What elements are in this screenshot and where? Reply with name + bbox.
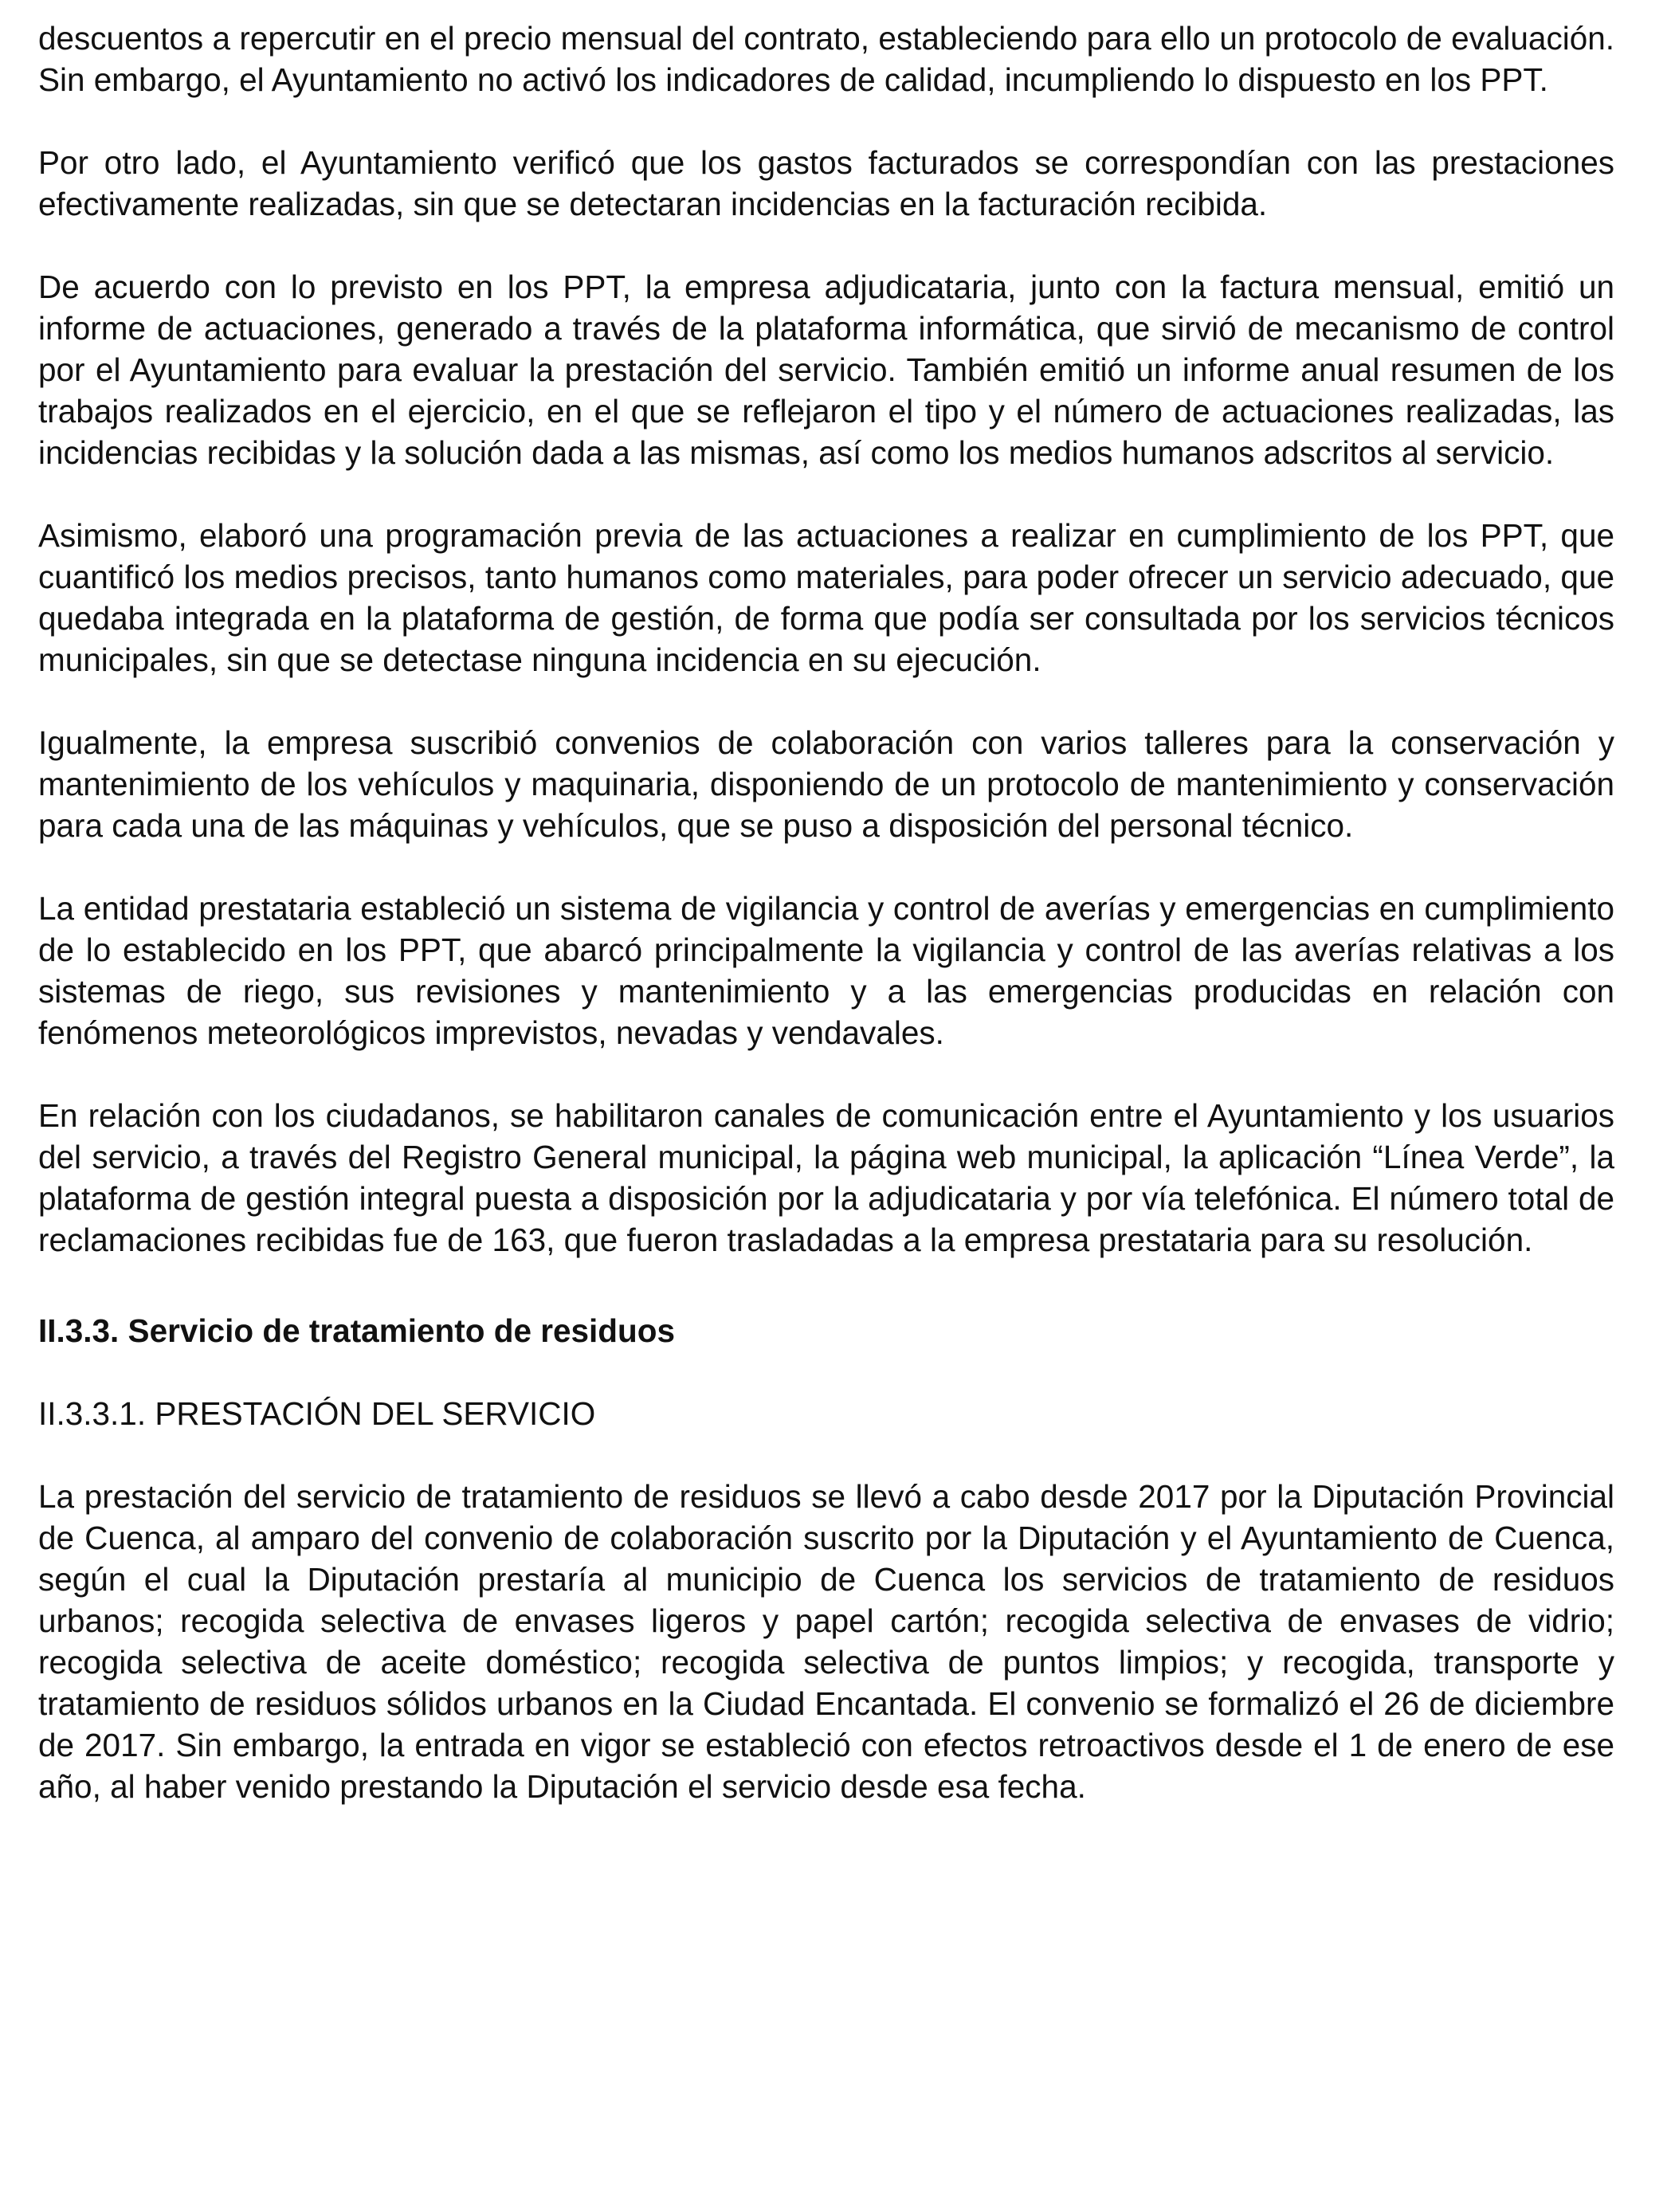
subsection-heading: II.3.3.1. PRESTACIÓN DEL SERVICIO [38, 1395, 596, 1432]
paragraph-programming: Asimismo, elaboró una programación previa de las actuaciones a realizar en cumplimiento de los PPT, que cuantificó los medios precisos, tanto humanos como materiales, para poder ofrecer un servicio adecuado, que quedaba integrada en la plataforma de gestión, de forma que podía ser consultada por los servicios técnicos municipales, sin que se detectase ninguna incidencia en su ejecución. [38, 517, 1614, 678]
paragraph-surveillance-system: La entidad prestataria estableció un sistema de vigilancia y control de averías y emergencias en cumplimiento de lo establecido en los PPT, que abarcó principalmente la vigilancia y control de las averías relativas a los sistemas de riego, sus revisiones y mantenimiento y a las emergencias producidas en relación con fenómenos meteorológicos imprevistos, nevadas y vendavales. [38, 890, 1614, 1051]
paragraph-billing-verification: Por otro lado, el Ayuntamiento verificó que los gastos facturados se correspondían con las prestaciones efectivamente realizadas, sin que se detectaran incidencias en la facturación recibida. [38, 144, 1614, 222]
paragraph-quality-indicators: descuentos a repercutir en el precio mensual del contrato, estableciendo para ello un protocolo de evaluación. Sin embargo, el Ayuntamiento no activó los indicadores de calidad, incumpliendo lo dispuesto en los PPT. [38, 20, 1614, 98]
paragraph-activity-reports: De acuerdo con lo previsto en los PPT, la empresa adjudicataria, junto con la factura mensual, emitió un informe de actuaciones, generado a través de la plataforma informática, que sirvió de mecanismo de control por el Ayuntamiento para evaluar la prestación del servicio. También emitió un informe anual resumen de los trabajos realizados en el ejercicio, en el que se reflejaron el tipo y el número de actuaciones realizadas, las incidencias recibidas y la solución dada a las mismas, así como los medios humanos adscritos al servicio. [38, 269, 1614, 471]
document-page [38, 18, 1614, 1849]
paragraph-citizen-channels: En relación con los ciudadanos, se habilitaron canales de comunicación entre el Ayuntamiento y los usuarios del servicio, a través del Registro General municipal, la página web municipal, la aplicación “Línea Verde”, la plataforma de gestión integral puesta a disposición por la adjudicataria y por vía telefónica. El número total de reclamaciones recibidas fue de 163, que fueron trasladadas a la empresa prestataria para su resolución. [38, 1097, 1614, 1258]
paragraph-service-provision: La prestación del servicio de tratamiento de residuos se llevó a cabo desde 2017 por la Diputación Provincial de Cuenca, al amparo del convenio de colaboración suscrito por la Diputación y el Ayuntamiento de Cuenca, según el cual la Diputación prestaría al municipio de Cuenca los servicios de tratamiento de residuos urbanos; recogida selectiva de envases ligeros y papel cartón; recogida selectiva de envases de vidrio; recogida selectiva de aceite doméstico; recogida selectiva de puntos limpios; y recogida, transporte y tratamiento de residuos sólidos urbanos en la Ciudad Encantada. El convenio se formalizó el 26 de diciembre de 2017. Sin embargo, la entrada en vigor se estableció con efectos retroactivos desde el 1 de enero de ese año, al haber venido prestando la Diputación el servicio desde esa fecha. [38, 1478, 1614, 1805]
section-heading: II.3.3. Servicio de tratamiento de residuos [38, 1312, 676, 1349]
paragraph-workshop-agreements: Igualmente, la empresa suscribió convenios de colaboración con varios talleres para la conservación y mantenimiento de los vehículos y maquinaria, disponiendo de un protocolo de mantenimiento y conservación para cada una de las máquinas y vehículos, que se puso a disposición del personal técnico. [38, 724, 1614, 844]
